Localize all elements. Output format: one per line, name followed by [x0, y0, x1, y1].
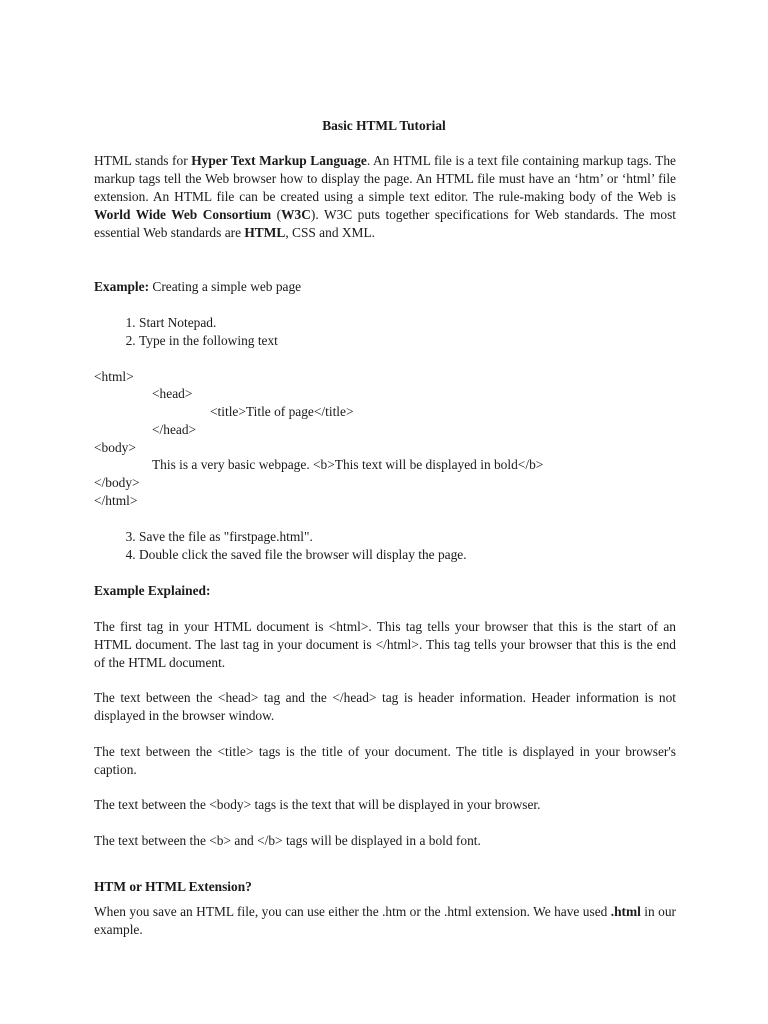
extension-bold: .html — [610, 904, 641, 919]
extension-paragraph — [94, 903, 676, 939]
intro-bold-4: HTML — [244, 225, 286, 240]
explained-paragraph: The text between the <b> and </b> tags will be displayed in a bold font. — [94, 833, 481, 848]
list-item: 3. Save the file as "firstpage.html". — [139, 528, 676, 546]
intro-text-5: , CSS and XML. — [285, 225, 375, 240]
intro-bold-2: World Wide Web Consortium — [94, 207, 272, 222]
extension-text-2: in our example. — [94, 904, 676, 937]
explained-heading: Example Explained: — [94, 583, 211, 598]
code-line: </body> — [94, 475, 140, 490]
intro-bold-3: W3C — [281, 207, 311, 222]
explained-paragraph: The text between the <body> tags is the text that will be displayed in your browser. — [94, 797, 541, 812]
extension-text-1: When you save an HTML file, you can use either the .htm or the .html extension. We have used — [94, 904, 611, 919]
example-text: Creating a simple web page — [149, 279, 302, 294]
steps-list-1 — [94, 314, 676, 350]
code-line: <head> — [152, 386, 193, 401]
intro-paragraph — [94, 152, 676, 242]
code-line: This is a very basic webpage. <b>This text will be displayed in bold</b> — [152, 457, 544, 472]
intro-bold-1: Hyper Text Markup Language — [191, 153, 367, 168]
intro-text-1: HTML stands for — [94, 153, 192, 168]
steps-list-2 — [94, 528, 676, 564]
extension-heading: HTM or HTML Extension? — [94, 879, 252, 894]
code-line: </html> — [94, 493, 138, 508]
code-line: <html> — [94, 369, 134, 384]
document-title: Basic HTML Tutorial — [322, 118, 446, 133]
intro-text-3: ( — [271, 207, 282, 222]
list-item: 2. Type in the following text — [139, 332, 676, 350]
explained-paragraph: The text between the <title> tags is the title of your document. The title is displayed in your browser's caption. — [94, 744, 676, 777]
explained-paragraph: The first tag in your HTML document is <html>. This tag tells your browser that this is the start of an HTML document. The last tag in your document is </html>. This tag tells your browser that this is the end of the HTML document. — [94, 619, 676, 670]
explained-paragraph: The text between the <head> tag and the </head> tag is header information. Header information is not displayed in the browser window. — [94, 690, 676, 723]
code-line: </head> — [152, 422, 197, 437]
code-line: <title>Title of page</title> — [210, 404, 354, 419]
intro-text-4: ). W3C puts together specifications for Web standards. The most essential Web standards are — [94, 207, 676, 240]
code-line: <body> — [94, 440, 136, 455]
list-item: 1. Start Notepad. — [139, 314, 676, 332]
list-item: 4. Double click the saved file the browser will display the page. — [139, 546, 676, 564]
example-line — [94, 278, 676, 296]
example-label: Example: — [94, 279, 150, 294]
intro-text-2: . An HTML file is a text file containing markup tags. The markup tags tell the Web browser how to display the page. An HTML file must have an ‘htm’ or ‘html’ file extension. An HTML file can be created using a simple text editor. The rule-making body of the Web is — [94, 153, 676, 204]
